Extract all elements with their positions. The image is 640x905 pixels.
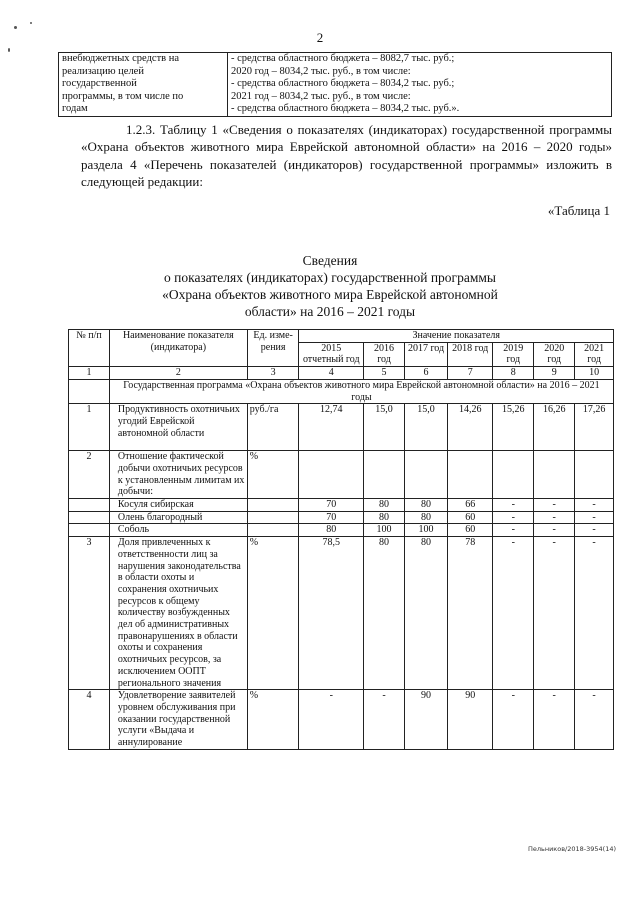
row-num: 1 [69,404,110,451]
col-number: 1 [69,367,110,380]
row-name: Удовлетворение заявителей уровнем обслуживания при оказании государственной услуги «Выдача и аннулирование [109,690,247,750]
funding-value-line: - средства областного бюджета – 8034,2 тыс. руб.; [231,78,455,89]
row-value: 70 [299,511,364,524]
heading-line: «Охрана объектов животного мира Еврейской автономной [162,287,498,302]
col-number: 2 [109,367,247,380]
col-number: 8 [493,367,534,380]
row-value: - [364,690,405,750]
heading-line: о показателях (индикаторах) государственной программы [163,270,496,285]
row-value: - [534,537,575,690]
row-value: 16,26 [534,404,575,451]
col-number: 9 [534,367,575,380]
row-value: 60 [448,511,493,524]
table-row [59,53,612,117]
row-value: - [493,499,534,512]
funding-value-line: 2021 год – 8034,2 тыс. руб., в том числе: [231,90,411,102]
table-row [69,404,614,451]
program-title: Государственная программа «Охрана объектов животного мира Еврейской автономной области» на 2016 – 2021 годы [109,379,613,403]
row-value: 80 [299,524,364,537]
row-unit: руб./га [247,404,299,451]
table-row [69,451,614,499]
header-name: Наименование показателя (индикатора) [109,330,247,367]
row-value: - [493,511,534,524]
header-row [69,330,614,343]
row-value: - [534,499,575,512]
row-name: Продуктивность охотничьих угодий Еврейской автономной области [109,404,247,451]
funding-value-line: - средства областного бюджета – 8082,7 тыс. руб.; [231,53,455,64]
col-number: 7 [448,367,493,380]
table-row [69,524,614,537]
header-num: № п/п [69,330,110,367]
species-name: Косуля сибирская [109,499,247,512]
program-title-row [69,379,614,403]
row-value: 100 [364,524,405,537]
row-value: - [575,537,614,690]
column-number-row [69,367,614,380]
heading-line: области» на 2016 – 2021 годы [244,304,416,319]
row-value: 80 [364,499,405,512]
scan-speck [30,22,32,24]
table-label: «Таблица 1 [547,203,610,218]
funding-label-line: внебюджетных средств на [62,53,180,64]
row-value: 90 [405,690,448,750]
scan-speck [8,48,10,52]
row-value: - [493,524,534,537]
table-row [69,499,614,512]
row-value: 90 [448,690,493,750]
indicators-table [68,329,614,750]
funding-continuation-table [58,52,612,117]
row-value: 100 [405,524,448,537]
row-value: 80 [364,511,405,524]
col-number: 10 [575,367,614,380]
row-value: - [534,511,575,524]
row-num: 2 [69,451,110,499]
row-value: 80 [364,537,405,690]
funding-value-cell [228,53,612,117]
row-value: 80 [405,511,448,524]
row-value: 15,0 [405,404,448,451]
page-number: 2 [316,30,324,45]
header-year: 2018 год [448,342,493,366]
row-num: 4 [69,690,110,750]
header-year: 2016 год [364,342,405,366]
table-heading [140,252,520,320]
row-value: 15,0 [364,404,405,451]
header-year: 2015 отчетный год [299,342,364,366]
row-value: 78 [448,537,493,690]
row-value: 17,26 [575,404,614,451]
row-value: - [534,524,575,537]
row-name: Доля привлеченных к ответственности лиц за нарушения законодательства в области охоты и сохранения охотничьих ресурсов к общему количеству возбужденных дел об административных правонарушениях в области охоты и сохранения охотничьих ресурсов, за исключением ООПТ регионального значения [109,537,247,690]
amendment-paragraph: 1.2.3. Таблицу 1 «Сведения о показателях (индикаторах) государственной программы «Охрана объектов животного мира Еврейской автономной области» на 2016 – 2020 годы» раздела 4 «Перечень показателей (индикаторов) государственной программы» изложить в следующей редакции: [81,122,612,190]
row-value: 15,26 [493,404,534,451]
funding-label-line: государственной [62,78,137,89]
funding-value-line: 2020 год – 8034,2 тыс. руб., в том числе: [231,65,411,77]
row-value: 66 [448,499,493,512]
header-year: 2019 год [493,342,534,366]
table-row [69,690,614,750]
row-value: 70 [299,499,364,512]
footer-stamp: Пельников/2018-3954(14) [527,845,616,853]
col-number: 4 [299,367,364,380]
header-unit: Ед. изме-рения [247,330,299,367]
row-value: 12,74 [299,404,364,451]
funding-label-line: реализацию целей [62,65,144,77]
row-value: - [575,499,614,512]
row-unit: % [247,451,299,499]
row-value: 80 [405,537,448,690]
species-name: Олень благородный [109,511,247,524]
row-unit: % [247,537,299,690]
scan-speck [14,26,17,29]
row-value: - [299,690,364,750]
funding-label-line: годам [62,103,88,114]
row-value: 60 [448,524,493,537]
heading-title: Сведения [302,253,358,268]
col-number: 5 [364,367,405,380]
row-value: 14,26 [448,404,493,451]
row-value: - [493,690,534,750]
header-year: 2017 год [405,342,448,366]
table-row [69,511,614,524]
header-year: 2020 год [534,342,575,366]
row-value: - [575,524,614,537]
table-row [69,537,614,690]
funding-value-line: - средства областного бюджета – 8034,2 тыс. руб.». [231,103,460,114]
funding-label-line: программы, в том числе по [62,90,184,102]
row-name: Отношение фактической добычи охотничьих ресурсов к установленным лимитам их добычи: [109,451,247,499]
header-year: 2021 год [575,342,614,366]
row-num: 3 [69,537,110,690]
funding-label-cell [59,53,228,117]
row-value: 80 [405,499,448,512]
col-number: 6 [405,367,448,380]
row-value: - [575,511,614,524]
row-unit: % [247,690,299,750]
col-number: 3 [247,367,299,380]
row-value: - [534,690,575,750]
species-name: Соболь [109,524,247,537]
row-value: - [575,690,614,750]
header-value-group: Значение показателя [299,330,614,343]
row-value: 78,5 [299,537,364,690]
row-value: - [493,537,534,690]
